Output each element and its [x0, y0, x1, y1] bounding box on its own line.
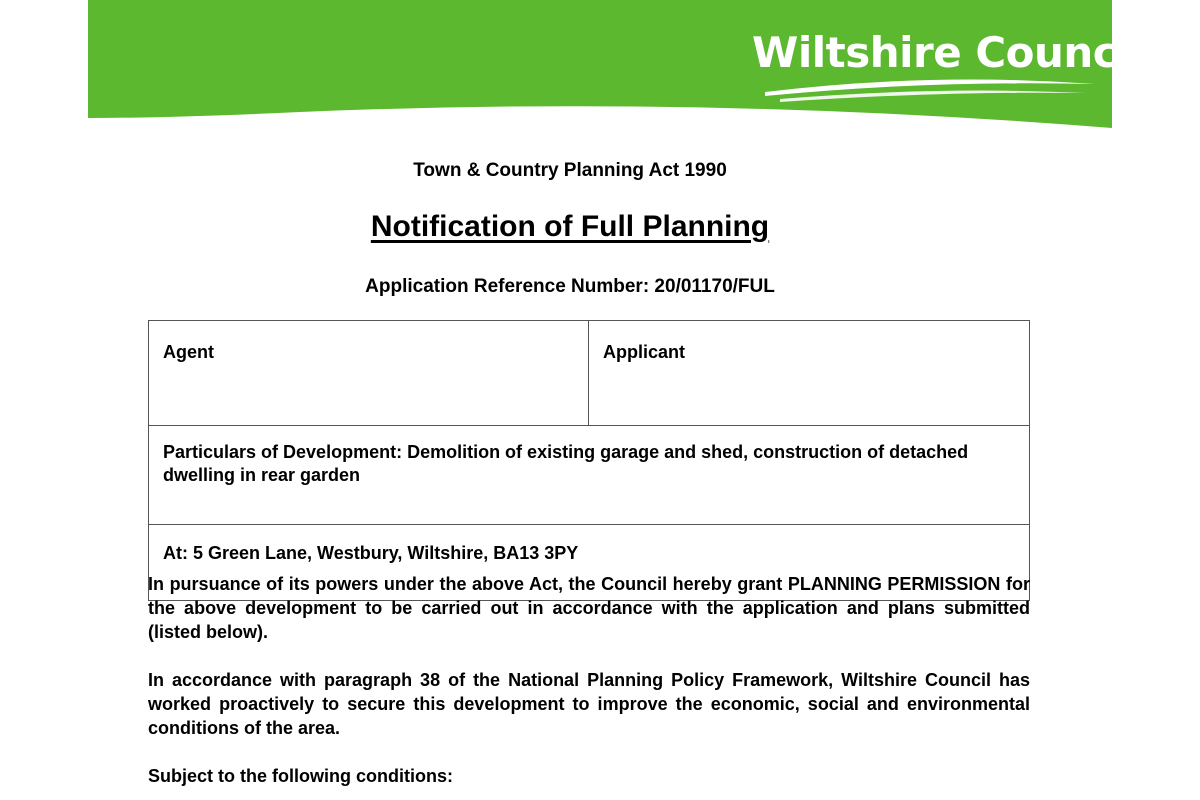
applicant-cell: Applicant — [589, 321, 1030, 426]
site-address-cell: At: 5 Green Lane, Westbury, Wiltshire, BA13 3PY — [149, 525, 1030, 601]
agent-cell: Agent — [149, 321, 589, 426]
nppf-paragraph: In accordance with paragraph 38 of the National Planning Policy Framework, Wiltshire Council has worked proactively to secure this development to improve the economic, social and environmental conditions of the area. — [148, 670, 1030, 738]
particulars-of-development-cell: Particulars of Development: Demolition of existing garage and shed, construction of detached dwelling in rear garden — [149, 426, 1030, 525]
application-details-table — [148, 320, 1030, 601]
act-title: Town & Country Planning Act 1990 — [413, 160, 727, 181]
table-row — [149, 321, 1030, 426]
council-logo-text: Wiltshire Council — [752, 28, 1145, 77]
application-reference: Application Reference Number: 20/01170/FUL — [365, 276, 775, 297]
conditions-heading: Subject to the following conditions: — [148, 766, 453, 786]
document-title: Notification of Full Planning — [370, 210, 770, 243]
permission-paragraph: In pursuance of its powers under the above Act, the Council hereby grant PLANNING PERMISSION for the above development to be carried out in accordance with the application and plans submitted (listed below). — [148, 574, 1030, 642]
table-row — [149, 426, 1030, 525]
